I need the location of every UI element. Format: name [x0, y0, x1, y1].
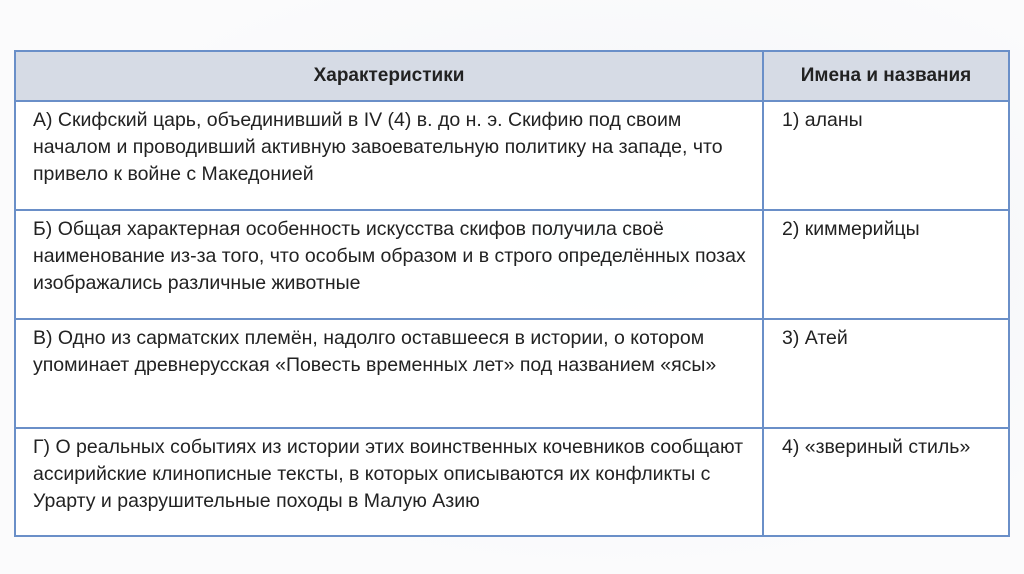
name-cell: 2) киммерийцы: [763, 210, 1009, 319]
matching-table: [14, 50, 1010, 537]
table-row: [15, 101, 1009, 210]
name-cell: 4) «звериный стиль»: [763, 428, 1009, 536]
table-header-row: [15, 51, 1009, 101]
table-row: [15, 210, 1009, 319]
header-characteristics: Характеристики: [15, 51, 763, 101]
table-row: [15, 428, 1009, 536]
name-cell: 1) аланы: [763, 101, 1009, 210]
characteristic-cell: Г) О реальных событиях из истории этих воинственных кочевников сообщают ассирийские клинописные тексты, в которых описываются их конфликты с Урарту и разрушительные походы в Малую Азию: [15, 428, 763, 536]
table-row: [15, 319, 1009, 428]
name-cell: 3) Атей: [763, 319, 1009, 428]
characteristic-cell: Б) Общая характерная особенность искусства скифов получила своё наименование из-за того, что особым образом и в строго определённых позах изображались различные животные: [15, 210, 763, 319]
characteristic-cell: В) Одно из сарматских племён, надолго оставшееся в истории, о котором упоминает древнерусская «Повесть временных лет» под названием «ясы»: [15, 319, 763, 428]
characteristic-cell: А) Скифский царь, объединивший в IV (4) в. до н. э. Скифию под своим началом и проводивший активную завоевательную политику на западе, что привело к войне с Македонией: [15, 101, 763, 210]
header-names: Имена и названия: [763, 51, 1009, 101]
